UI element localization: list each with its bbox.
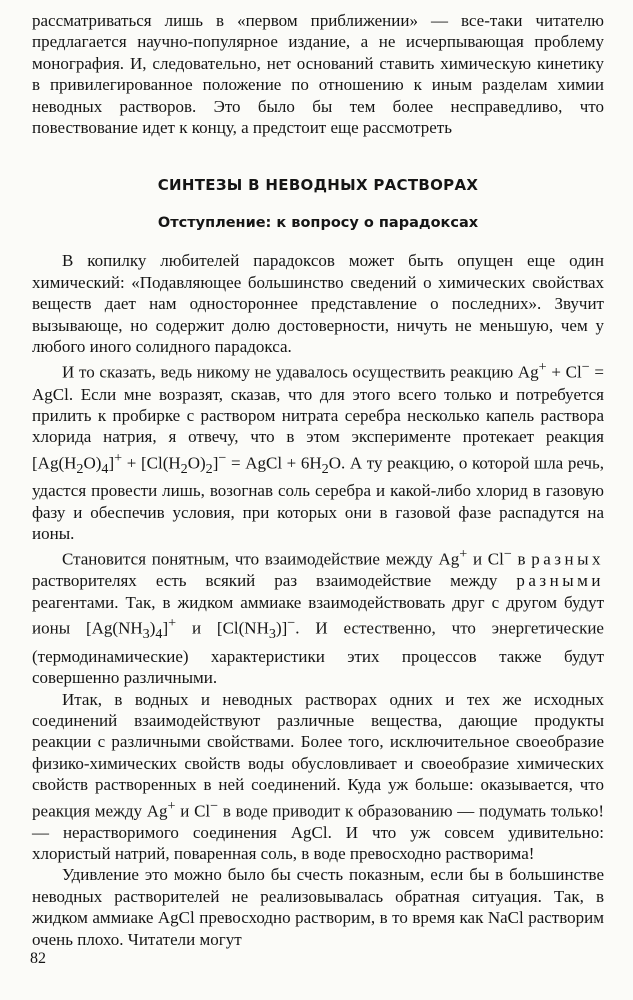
- paragraph-4: Итак, в водных и неводных растворах одних и тех же исходных соединений взаимодействуют различные вещества, дающие продукты реакции с различными свойствами. Более того, исключительное своеобразие физико-химических свойств воды обусловливает и своеобразие химических свойств растворенных в ней соединений. Куда уж больше: оказывается, что реакция между Ag+ и Cl− в воде приводит к образованию — подумать только! — нерастворимого соединения AgCl. И что уж совсем удивительно: хлористый натрий, поваренная соль, в воде превосходно растворима!: [32, 689, 604, 864]
- intro-paragraph: рассматриваться лишь в «первом приближении» — все-таки читателю предлагается научно-популярное издание, а не исчерпывающая проблему монография. И, следовательно, нет оснований ставить химическую кинетику в привилегированное положение по отношению к иным разделам химии неводных растворов. Это было бы тем более несправедливо, что повествование идет к концу, а предстоит еще рассмотреть: [32, 11, 604, 138]
- paragraph-2: И то сказать, ведь никому не удавалось осуществить реакцию Ag+ + Cl− = AgCl. Если мне возразят, сказав, что для этого всего только и потребуется прилить к пробирке с раствором нитрата серебра несколько капель раствора хлорида натрия, я отвечу, что в этом эксперименте протекает реакция $[Ag(H_2O)_4]^+ + [Cl(H_2O)_2]^-$ = AgCl + $6H_2O$. А ту реакцию, о которой шла речь, удастся провести лишь, возогнав соль серебра и какой-либо хлорид в газовую фазу и обеспечив условия, при которых они в газовой фазе распадутся на ионы.: [32, 359, 605, 544]
- paragraph-5: Удивление это можно было бы счесть показным, если бы в большинстве неводных растворителей не реализовывалась обратная ситуация. Так, в жидком аммиаке AgCl превосходно растворим, в то время как NaCl растворим очень плохо. Читатели могут: [32, 865, 604, 949]
- paragraph-3: Становится понятным, что взаимодействие между Ag+ и Cl− в разных растворителях есть всякий раз взаимодействие между разными реагентами. Так, в жидком аммиаке взаимодействовать друг с другом будут ионы $[Ag(NH_3)_4]^+$ и $[Cl(NH_3)]^-$. И естественно, что энергетические (термодинамические) характеристики этих процессов также будут совершенно различными.: [32, 546, 604, 688]
- page-body: [32, 10, 604, 950]
- section-heading: СИНТЕЗЫ В НЕВОДНЫХ РАСТВОРАХ: [157, 176, 479, 195]
- page-number: 82: [30, 950, 46, 967]
- section-subheading: Отступление: к вопросу о парадоксах: [157, 215, 479, 232]
- paragraph-1: В копилку любителей парадоксов может быть опущен еще один химический: «Подавляющее большинство сведений о химических свойствах веществ дает нам одностороннее представление о последних». Звучит вызывающе, но содержит долю достоверности, ничуть не меньшую, чем у любого иного солидного парадокса.: [32, 251, 604, 357]
